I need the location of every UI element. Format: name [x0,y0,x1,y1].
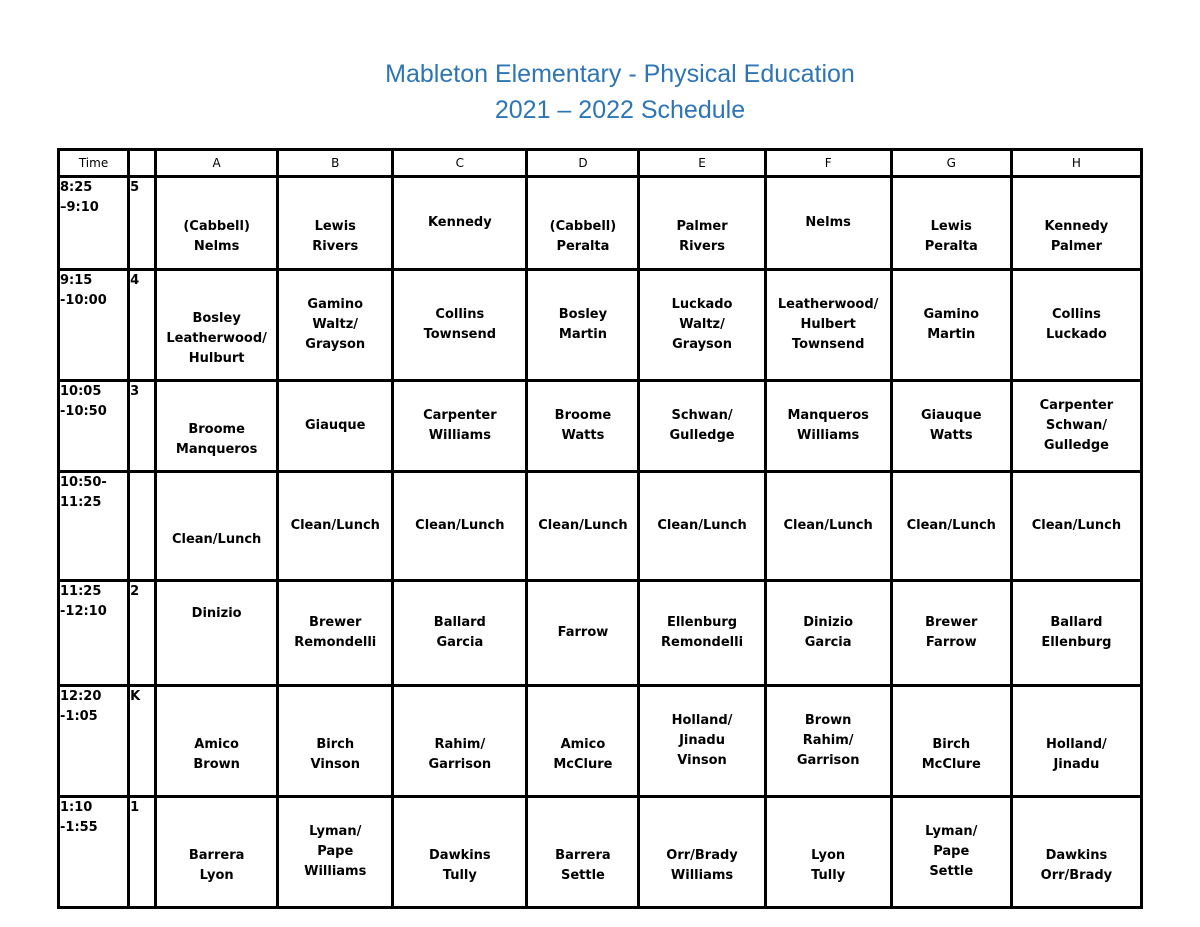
header-row [59,150,1142,177]
class-cell: Carpenter Williams [393,381,527,472]
class-cell: Barrera Settle [527,797,639,908]
class-cell: (Cabbell) Peralta [527,177,639,270]
class-cell: Farrow [527,581,639,686]
header-e: E [639,150,765,177]
time-cell: 12:20 -1:05 [59,686,129,797]
class-cell: Ballard Garcia [393,581,527,686]
table-row [59,581,1142,686]
time-cell: 10:05 -10:50 [59,381,129,472]
class-cell: Clean/Lunch [891,472,1011,581]
class-cell: Amico McClure [527,686,639,797]
class-cell: Lyman/ Pape Settle [891,797,1011,908]
grade-cell: 3 [129,381,156,472]
class-cell: Dinizio Garcia [765,581,891,686]
time-cell: 10:50- 11:25 [59,472,129,581]
header-f: F [765,150,891,177]
table-row [59,686,1142,797]
class-cell: Clean/Lunch [765,472,891,581]
time-cell: 11:25 -12:10 [59,581,129,686]
class-cell: Lewis Rivers [278,177,393,270]
class-cell: Dinizio [156,581,278,686]
time-cell: 9:15 -10:00 [59,270,129,381]
header-g: G [891,150,1011,177]
class-cell: Clean/Lunch [639,472,765,581]
header-grade [129,150,156,177]
class-cell: Kennedy Palmer [1011,177,1141,270]
class-cell: Gamino Waltz/ Grayson [278,270,393,381]
class-cell: Lewis Peralta [891,177,1011,270]
grade-cell: 4 [129,270,156,381]
header-d: D [527,150,639,177]
time-cell: 8:25 –9:10 [59,177,129,270]
title-line-year: 2021 – 2022 Schedule [494,96,746,124]
class-cell: Leatherwood/ Hulbert Townsend [765,270,891,381]
class-cell: Barrera Lyon [156,797,278,908]
class-cell: Holland/ Jinadu [1011,686,1141,797]
class-cell: Clean/Lunch [393,472,527,581]
table-row [59,797,1142,908]
grade-cell [129,472,156,581]
table-row [59,177,1142,270]
class-cell: Broome Watts [527,381,639,472]
class-cell: Birch McClure [891,686,1011,797]
class-cell: Clean/Lunch [527,472,639,581]
header-c: C [393,150,527,177]
class-cell: Rahim/ Garrison [393,686,527,797]
class-cell: Dawkins Tully [393,797,527,908]
class-cell: Clean/Lunch [156,472,278,581]
class-cell: Palmer Rivers [639,177,765,270]
class-cell: Birch Vinson [278,686,393,797]
class-cell: Schwan/ Gulledge [639,381,765,472]
class-cell: Broome Manqueros [156,381,278,472]
grade-cell: 1 [129,797,156,908]
class-cell: (Cabbell) Nelms [156,177,278,270]
schedule-table [57,148,1143,909]
class-cell: Bosley Martin [527,270,639,381]
grade-cell: 2 [129,581,156,686]
table-row [59,381,1142,472]
class-cell: Ellenburg Remondelli [639,581,765,686]
class-cell: Manqueros Williams [765,381,891,472]
class-cell: Kennedy [393,177,527,270]
class-cell: Brewer Farrow [891,581,1011,686]
class-cell: Gamino Martin [891,270,1011,381]
time-cell: 1:10 -1:55 [59,797,129,908]
header-b: B [278,150,393,177]
title-line-school: Mableton Elementary - Physical Education [385,60,855,88]
class-cell: Carpenter Schwan/ Gulledge [1011,381,1141,472]
class-cell: Giauque [278,381,393,472]
grade-cell: 5 [129,177,156,270]
class-cell: Holland/ Jinadu Vinson [639,686,765,797]
class-cell: Nelms [765,177,891,270]
header-time: Time [59,150,129,177]
grade-cell: K [129,686,156,797]
class-cell: Brewer Remondelli [278,581,393,686]
class-cell: Luckado Waltz/ Grayson [639,270,765,381]
class-cell: Amico Brown [156,686,278,797]
class-cell: Orr/Brady Williams [639,797,765,908]
header-a: A [156,150,278,177]
class-cell: Collins Luckado [1011,270,1141,381]
class-cell: Collins Townsend [393,270,527,381]
class-cell: Clean/Lunch [278,472,393,581]
table-row [59,472,1142,581]
class-cell: Brown Rahim/ Garrison [765,686,891,797]
class-cell: Lyman/ Pape Williams [278,797,393,908]
class-cell: Ballard Ellenburg [1011,581,1141,686]
class-cell: Clean/Lunch [1011,472,1141,581]
class-cell: Giauque Watts [891,381,1011,472]
class-cell: Lyon Tully [765,797,891,908]
class-cell: Dawkins Orr/Brady [1011,797,1141,908]
table-row [59,270,1142,381]
header-h: H [1011,150,1141,177]
page-title [0,56,1200,128]
class-cell: Bosley Leatherwood/ Hulburt [156,270,278,381]
